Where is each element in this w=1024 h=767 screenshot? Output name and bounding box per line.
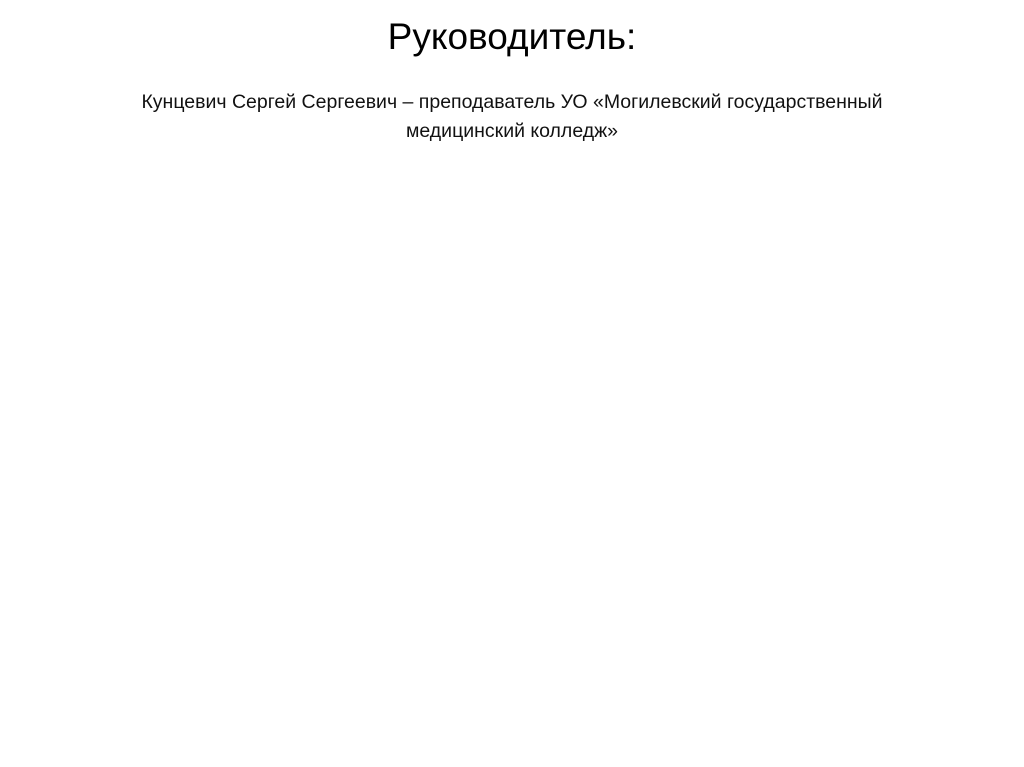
page-title: Руководитель: (387, 16, 637, 57)
slide-body-text: Кунцевич Сергей Сергеевич – преподаватель УО «Могилевский государственный медицинский колледж» (141, 91, 883, 143)
